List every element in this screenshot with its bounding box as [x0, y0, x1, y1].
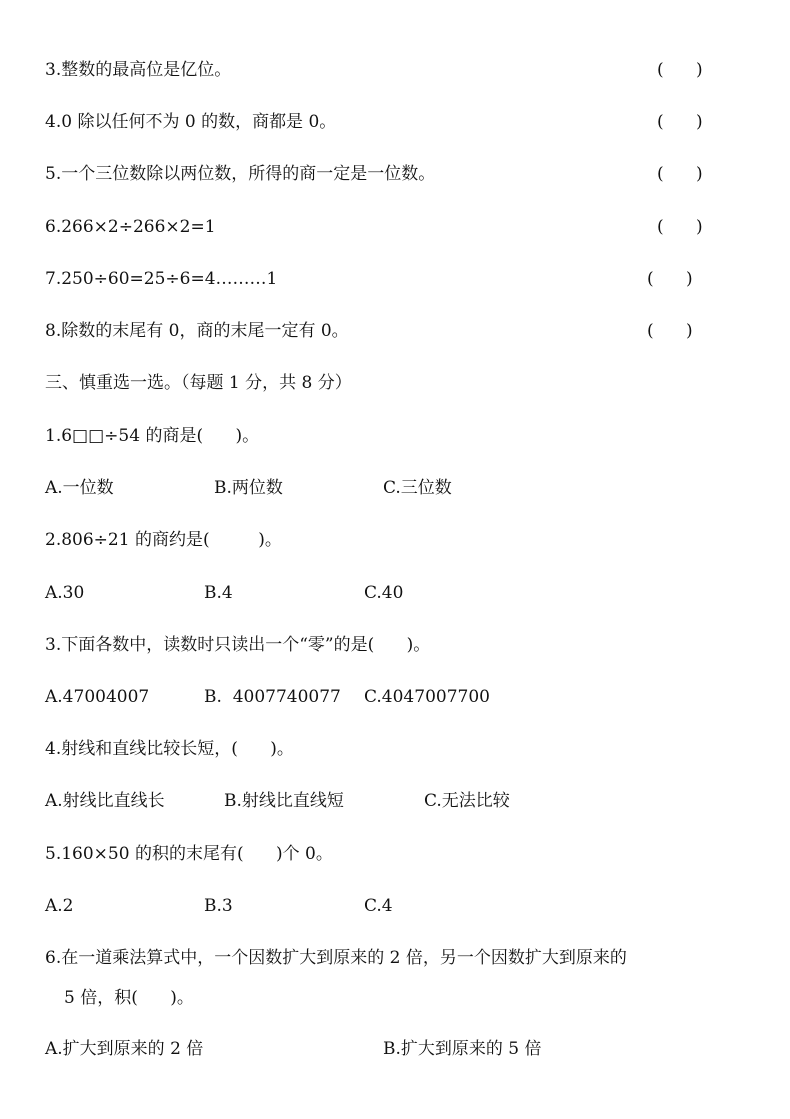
option-a[interactable]: A.射线比直线长 — [45, 791, 165, 811]
option-c[interactable]: C.4047007700 — [364, 687, 490, 707]
judge-item-text: 5.一个三位数除以两位数，所得的商一定是一位数。 — [45, 164, 436, 184]
question-stem-text: 6.在一道乘法算式中，一个因数扩大到原来的 2 倍，另一个因数扩大到原来的 — [45, 948, 627, 968]
question-stem-text: 3.下面各数中，读数时只读出一个“零”的是( )。 — [45, 635, 431, 655]
option-b[interactable]: B.4 — [204, 583, 233, 603]
judge-item — [0, 214, 790, 240]
question-stem-text: 5 倍，积( )。 — [64, 988, 194, 1008]
option-a[interactable]: A.一位数 — [45, 478, 114, 498]
answer-paren[interactable]: ( ) — [647, 269, 693, 289]
judge-item-text: 7.250÷60=25÷6=4………1 — [45, 269, 278, 289]
question-stem — [0, 423, 790, 449]
judge-item — [0, 318, 790, 344]
option-c[interactable]: C.三位数 — [383, 478, 452, 498]
judge-item-text: 6.266×2÷266×2=1 — [45, 217, 216, 237]
question-stem — [0, 527, 790, 553]
judge-item — [0, 109, 790, 135]
answer-paren[interactable]: ( ) — [657, 60, 703, 80]
question-stem-text: 4.射线和直线比较长短，( )。 — [45, 739, 294, 759]
question-stem-continuation — [0, 985, 790, 1011]
judge-item — [0, 266, 790, 292]
question-options — [0, 893, 790, 919]
judge-item — [0, 57, 790, 83]
judge-item-text: 8.除数的末尾有 0，商的末尾一定有 0。 — [45, 321, 349, 341]
judge-item-text: 4.0 除以任何不为 0 的数，商都是 0。 — [45, 112, 337, 132]
section-heading — [0, 370, 790, 396]
option-b[interactable]: B.3 — [204, 896, 233, 916]
question-stem-text: 1.6□□÷54 的商是( )。 — [45, 426, 260, 446]
option-b[interactable]: B. 4007740077 — [204, 687, 341, 707]
answer-paren[interactable]: ( ) — [657, 164, 703, 184]
answer-paren[interactable]: ( ) — [647, 321, 693, 341]
question-options — [0, 580, 790, 606]
answer-paren[interactable]: ( ) — [657, 112, 703, 132]
option-b[interactable]: B.扩大到原来的 5 倍 — [383, 1039, 542, 1059]
answer-paren[interactable]: ( ) — [657, 217, 703, 237]
question-stem-text: 5.160×50 的积的末尾有( )个 0。 — [45, 844, 333, 864]
judge-item-text: 3.整数的最高位是亿位。 — [45, 60, 232, 80]
option-a[interactable]: A.扩大到原来的 2 倍 — [45, 1039, 204, 1059]
judge-item — [0, 161, 790, 187]
question-options — [0, 475, 790, 501]
question-options — [0, 1036, 790, 1062]
option-b[interactable]: B.两位数 — [214, 478, 283, 498]
option-c[interactable]: C.无法比较 — [424, 791, 510, 811]
question-stem-text: 2.806÷21 的商约是( )。 — [45, 530, 282, 550]
option-c[interactable]: C.4 — [364, 896, 393, 916]
question-stem — [0, 945, 790, 971]
question-stem — [0, 736, 790, 762]
option-a[interactable]: A.30 — [45, 583, 85, 603]
question-stem — [0, 841, 790, 867]
question-options — [0, 788, 790, 814]
option-a[interactable]: A.2 — [45, 896, 74, 916]
section-heading-text: 三、慎重选一选。（每题 1 分，共 8 分） — [45, 373, 352, 393]
option-a[interactable]: A.47004007 — [45, 687, 150, 707]
question-stem — [0, 632, 790, 658]
question-options — [0, 684, 790, 710]
option-c[interactable]: C.40 — [364, 583, 404, 603]
option-b[interactable]: B.射线比直线短 — [224, 791, 344, 811]
